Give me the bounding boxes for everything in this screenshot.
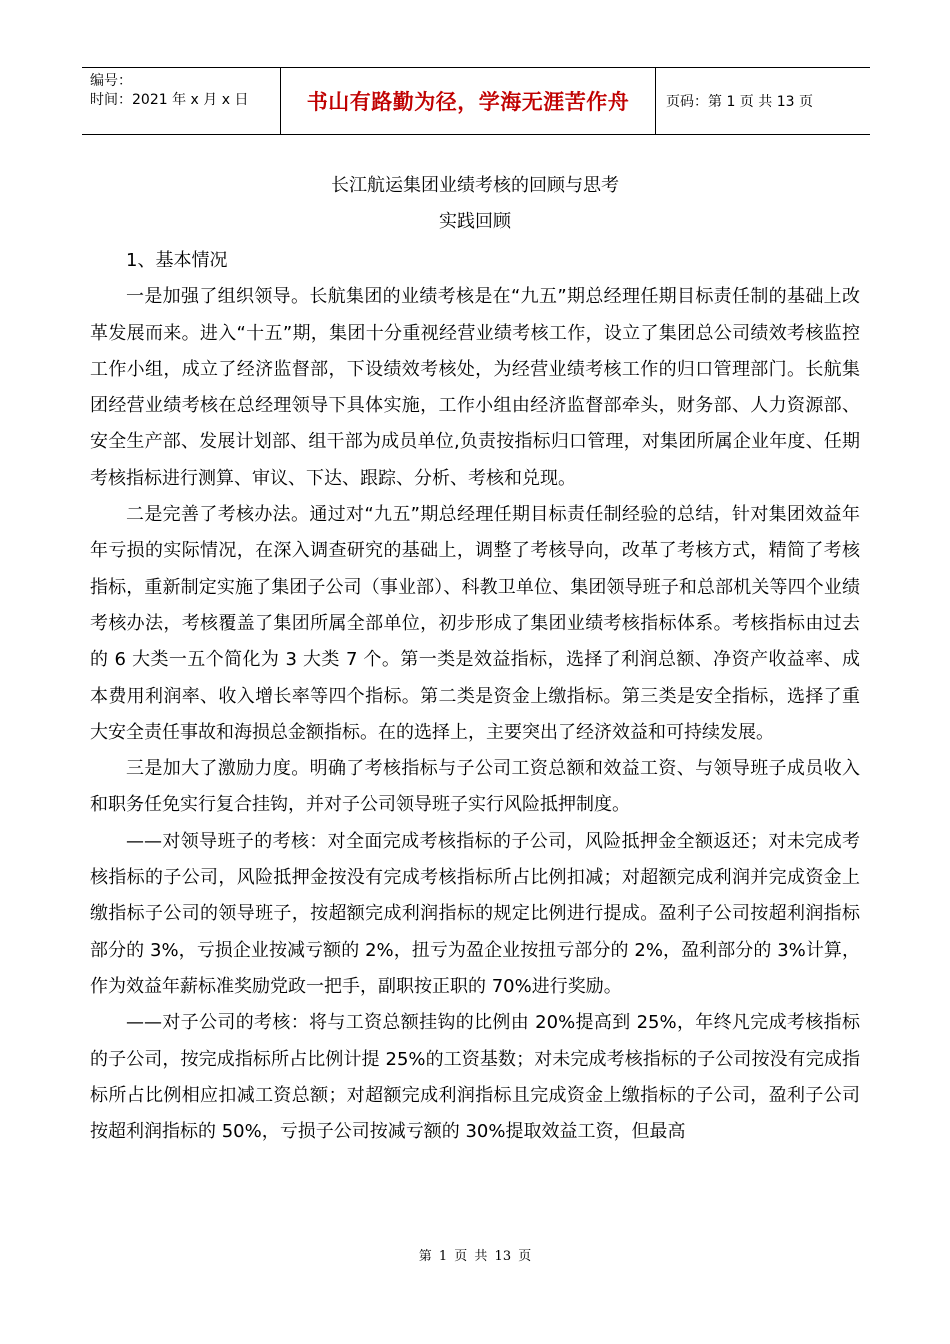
document-subtitle: 实践回顾 xyxy=(439,211,511,232)
body-paragraph: ——对领导班子的考核：对全面完成考核指标的子公司，风险抵押金全额返还；对未完成考核指标的子公司，风险抵押金按没有完成考核指标所占比例扣减；对超额完成利润并完成资金上缴指标子公司的领导班子，按超额完成利润指标的规定比例进行提成。盈利子公司按超利润指标部分的 3%，亏损企业按减亏额的 2%，扭亏为盈企业按扭亏部分的 2%，盈利部分的 3%计算，作为效益年薪标准奖励党政一把手，副职按正职的 70%进行奖励。 xyxy=(90,830,860,997)
section-heading: 1、基本情况 xyxy=(126,250,228,271)
header-motto: 书山有路勤为径，学海无涯苦作舟 xyxy=(281,68,656,134)
header-meta xyxy=(82,68,281,134)
page-header xyxy=(82,67,870,135)
document-title: 长江航运集团业绩考核的回顾与思考 xyxy=(331,175,619,196)
body-paragraph: 三是加大了激励力度。明确了考核指标与子公司工资总额和效益工资、与领导班子成员收入和职务任免实行复合挂钩，并对子公司领导班子实行风险抵押制度。 xyxy=(90,758,860,816)
document-number-label: 编号： xyxy=(90,73,132,89)
body-paragraph: 二是完善了考核办法。通过对“九五”期总经理任期目标责任制经验的总结，针对集团效益年年亏损的实际情况，在深入调查研究的基础上，调整了考核导向，改革了考核方式，精简了考核指标，重新制定实施了集团子公司（事业部）、科教卫单位、集团领导班子和总部机关等四个业绩考核办法，考核覆盖了集团所属全部单位，初步形成了集团业绩考核指标体系。考核指标由过去的 6 大类一五个简化为 3 大类 7 个。第一类是效益指标，选择了利润总额、净资产收益率、成本费用利润率、收入增长率等四个指标。第二类是资金上缴指标。第三类是安全指标，选择了重大安全责任事故和海损总金额指标。在的选择上，主要突出了经济效益和可持续发展。 xyxy=(90,504,860,743)
document-body xyxy=(90,243,860,1150)
document-date-label: 时间：2021 年 x 月 x 日 xyxy=(90,92,249,108)
header-page-info: 页码：第 1 页 共 13 页 xyxy=(666,94,813,110)
page-footer: 第 1 页 共 13 页 xyxy=(418,1249,532,1264)
body-paragraph: ——对子公司的考核：将与工资总额挂钩的比例由 20%提高到 25%，年终凡完成考核指标的子公司，按完成指标所占比例计提 25%的工资基数；对未完成考核指标的子公司按没有完成指标所占比例相应扣减工资总额；对超额完成利润指标且完成资金上缴指标的子公司，盈利子公司按超利润指标的 50%，亏损子公司按减亏额的 30%提取效益工资，但最高 xyxy=(90,1012,860,1143)
body-paragraph: 一是加强了组织领导。长航集团的业绩考核是在“九五”期总经理任期目标责任制的基础上改革发展而来。进入“十五”期，集团十分重视经营业绩考核工作，设立了集团总公司绩效考核监控工作小组，成立了经济监督部，下设绩效考核处，为经营业绩考核工作的归口管理部门。长航集团经营业绩考核在总经理领导下具体实施，工作小组由经济监督部牵头，财务部、人力资源部、安全生产部、发展计划部、组干部为成员单位,负责按指标归口管理，对集团所属企业年度、任期考核指标进行测算、审议、下达、跟踪、分析、考核和兑现。 xyxy=(90,286,860,489)
